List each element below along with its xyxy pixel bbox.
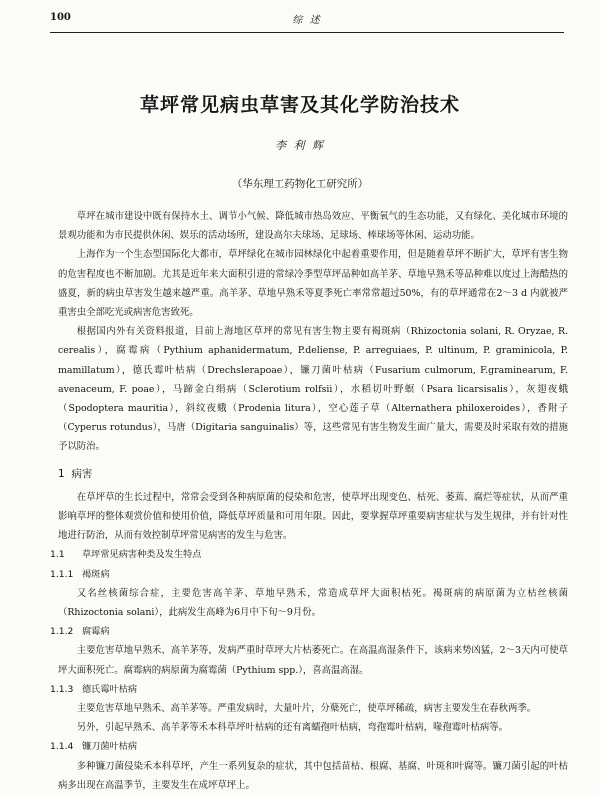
- paragraph-brown-patch: 又名丝核菌综合症，主要危害高羊茅、草地早熟禾，常造成草坪大面积枯死。褐斑病的病原菌为立枯丝核菌（Rhizoctonia solani），此病发生高峰为6月中下旬～9月份。: [58, 587, 568, 619]
- subsection-number: 1.1.2: [50, 626, 74, 638]
- intro-paragraph-2: 上海作为一个生态型国际化大都市，草坪绿化在城市园林绿化中起着重要作用，但是随着草坪不断扩大，草坪有害生物的危害程度也不断加剧。尤其是近年来大面积引进的常绿冷季型草坪品种如高羊茅、草地早熟禾等品种难以度过上海酷热的盛夏，新的病虫草害发生越来越严重。高羊茅、草地早熟禾等夏季死亡率常常超过50%，有的草坪通常在2～3 d 内就被严重害虫全部吃光或病害危害致死。: [58, 249, 568, 319]
- intro-paragraph-1: 草坪在城市建设中既有保持水土、调节小气候、降低城市热岛效应、平衡氧气的生态功能，又有绿化、美化城市环境的景观功能和为市民提供休闲、娱乐的活动场所，建设高尔夫球场、足球场、棒球场等休闲、运动功能。: [58, 211, 568, 242]
- journal-section-name: 综 述: [292, 15, 322, 26]
- subsection-heading-1-1: [50, 545, 568, 564]
- section-title: 病害: [71, 467, 93, 480]
- subsection-heading-1-1-3: [50, 680, 568, 699]
- article-title: 草坪常见病虫草害及其化学防治技术: [139, 94, 460, 116]
- subsection-number: 1.1.3: [50, 683, 74, 695]
- section1-paragraph: 在草坪草的生长过程中，常常会受到各种病原菌的侵染和危害，使草坪出现变色、枯死、萎蔫、腐烂等症状，从而严重影响草坪的整体观赏价值和使用价值，降低草坪质量和可用年限。因此，要掌握草坪重要病害症状与发生规律，并有针对性地进行防治，从而有效控制草坪常见病害的发生与危害。: [58, 491, 568, 542]
- subsection-heading-1-1-1: [50, 565, 568, 584]
- subsection-title: 褐斑病: [82, 568, 110, 580]
- subsection-heading-1-1-2: [50, 622, 568, 641]
- author-name: 李 利 辉: [275, 139, 325, 152]
- paragraph-fusarium-blight: 多种镰刀菌侵染禾本科草坪，产生一系列复杂的症状，其中包括苗枯、根腐、基腐、叶斑和叶腐等。镰刀菌引起的叶枯病多出现在高温季节，主要发生在成坪草坪上。: [58, 760, 568, 791]
- running-header: [50, 10, 564, 33]
- section-number: 1: [58, 467, 65, 480]
- subsection-title: 德氏霉叶枯病: [82, 683, 138, 695]
- author-affiliation: （华东理工药物化工研究所）: [231, 178, 369, 190]
- page-number: 100: [50, 12, 71, 23]
- paragraph-leaf-spot-b: 另外，引起早熟禾、高羊茅等禾本科草坪叶枯病的还有离蠕孢叶枯病，弯孢霉叶枯病，喙孢霉叶枯病等。: [76, 722, 509, 734]
- subsection-number: 1.1.1: [50, 568, 74, 580]
- subsection-number: 1.1: [50, 549, 65, 561]
- subsection-number: 1.1.4: [50, 741, 74, 753]
- subsection-title: 腐霉病: [82, 626, 110, 638]
- article-body: [50, 207, 568, 795]
- subsection-title: 草坪常见病害种类及发生特点: [82, 549, 202, 561]
- paragraph-pythium-blight: 主要危害草地早熟禾、高羊茅等，发病严重时草坪大片枯萎死亡。在高温高湿条件下，该病来势凶猛，2～3天内可使草坪大面积死亡。腐霉病的病原菌为腐霉菌（Pythium spp.），喜高温高湿。: [58, 645, 568, 676]
- intro-paragraph-3: 根据国内外有关资料报道，目前上海地区草坪的常见有害生物主要有褐斑病（Rhizoctonia solani, R. Oryzae, R. cerealis），腐霉病（Pythium aphanidermatum, P.deliense, P. arreguiaes, P. ultinum, P. graminicola, P. mamillatum），德氏霉叶枯病（Drechslerapoae），镰刀菌叶枯病（Fusarium culmorum, F.graminearum, F. avenaceum, F. poae），马蹄金白绢病（Sclerotium rolfsii），水稻切叶野螟（Psara licarsisalis），灰翅夜蛾（Spodoptera mauritia），斜纹夜蛾（Prodenia litura），空心莲子草（Alternathera philoxeroides），香附子（Cyperus rotundus），马唐（Digitaria sanguinalis）等，这些常见有害生物发生面广量大，需要及时采取有效的措施予以防治。: [58, 326, 568, 453]
- paragraph-leaf-spot-a: 主要危害草地早熟禾、高羊茅等。严重发病时，大量叶片，分蘖死亡，使草坪稀疏，病害主要发生在春秋两季。: [76, 703, 537, 715]
- section-heading-disease: [58, 465, 568, 484]
- subsection-heading-1-1-4: [50, 737, 568, 756]
- subsection-title: 镰刀菌叶枯病: [82, 741, 138, 753]
